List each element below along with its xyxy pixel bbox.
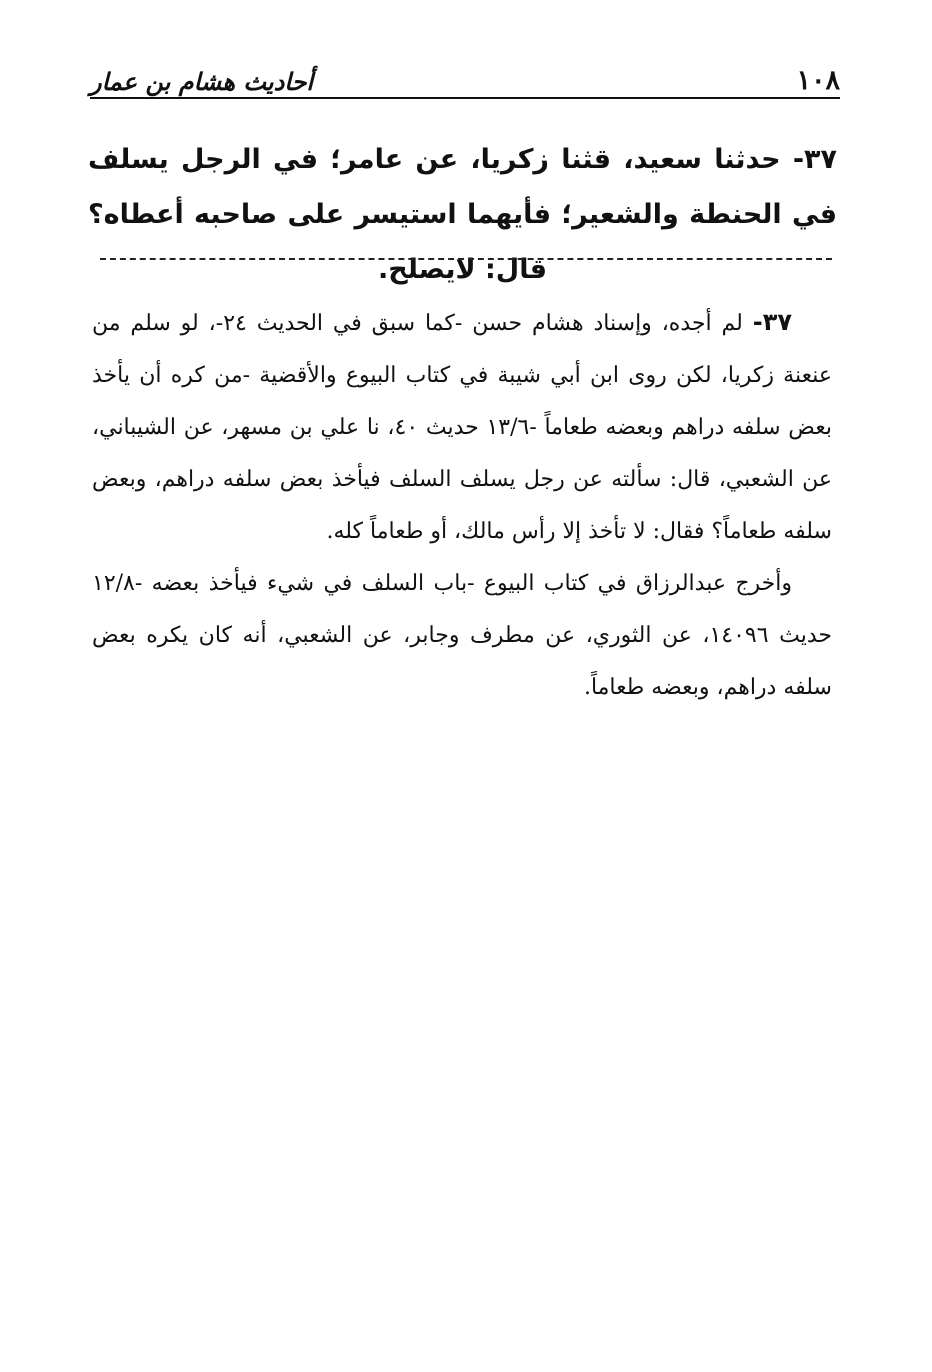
footnote-paragraph bbox=[92, 296, 832, 558]
footnote-separator bbox=[100, 258, 832, 260]
hadith-number: ٣٧- bbox=[792, 144, 837, 175]
page-number: ١٠٨ bbox=[796, 65, 840, 96]
running-header bbox=[90, 52, 840, 96]
footnote-text-2: وأخرج عبدالرزاق في كتاب البيوع -باب السلف في شيء فيأخذ بعضه -١٢/٨ حديث ١٤٠٩٦، عن الثوري، عن مطرف وجابر، عن الشعبي، أنه كان يكره بعض سلفه دراهم، وبعضه طعاماً. bbox=[92, 571, 832, 700]
book-title: أحاديث هشام بن عمار bbox=[90, 67, 314, 96]
hadith-text: حدثنا سعيد، قثنا زكريا، عن عامر؛ في الرجل يسلف في الحنطة والشعير؛ فأيهما استيسر على صاحبه أعطاه؟ قال: لايصلح. bbox=[88, 144, 837, 285]
footnote-number: ٣٧- bbox=[752, 308, 792, 336]
hadith-text-block bbox=[88, 132, 837, 297]
footnotes bbox=[92, 296, 832, 714]
footnote-paragraph-2 bbox=[92, 558, 832, 714]
header-rule bbox=[90, 97, 840, 99]
footnote-text: لم أجده، وإسناد هشام حسن -كما سبق في الحديث ٢٤-، لو سلم من عنعنة زكريا، لكن روى ابن أبي شيبة في كتاب البيوع والأقضية -من كره أن يأخذ بعض سلفه دراهم وبعضه طعاماً -١٣/٦ حديث ٤٠، نا علي بن مسهر، عن الشيباني، عن الشعبي، قال: سألته عن رجل يسلف السلف فيأخذ بعض سلفه دراهم، وبعض سلفه طعاماً؟ فقال: لا تأخذ إلا رأس مالك، أو طعاماً كله. bbox=[92, 311, 832, 544]
